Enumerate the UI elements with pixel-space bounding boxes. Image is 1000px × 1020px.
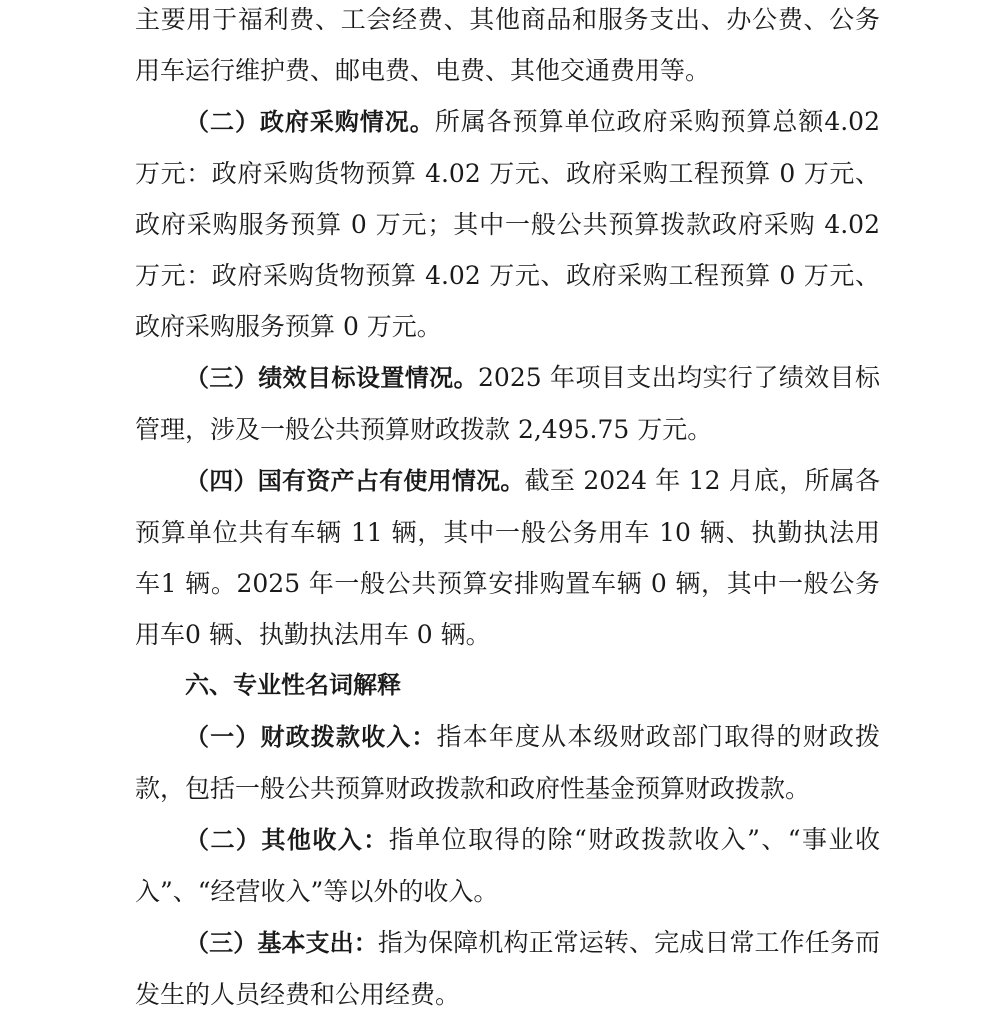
paragraph-state-assets — [135, 455, 880, 660]
definition-text: 指本年度从本级财政部门取得的财政拨款，包括一般公共预算财政拨款和政府性基金预算财政拨款。 — [135, 722, 881, 803]
document-page — [135, 0, 881, 1009]
paragraph-lead: （二）政府采购情况。 — [185, 108, 435, 136]
paragraph-performance-goals — [135, 352, 880, 455]
definition-other-income — [135, 814, 880, 917]
paragraph-text: 2025 年项目支出均实行了绩效目标管理，涉及一般公共预算财政拨款 2,495.75 万元。 — [135, 363, 881, 444]
paragraph-expense-usage — [135, 0, 880, 96]
paragraph-lead: （三）绩效目标设置情况。 — [185, 364, 479, 392]
paragraph-government-procurement — [135, 96, 880, 352]
definition-term: （三）基本支出： — [185, 929, 378, 957]
paragraph-text: 截至 2024 年 12 月底，所属各预算单位共有车辆 11 辆，其中一般公务用车 10 辆、执勤执法用车1 辆。2025 年一般公共预算安排购置车辆 0 辆，其中一般公务用车0 辆、执勤执法用车 0 辆。 — [135, 466, 881, 649]
definition-term: （一）财政拨款收入： — [185, 723, 437, 751]
definition-text: 指为保障机构正常运转、完成日常工作任务而发生的人员经费和公用经费。 — [135, 928, 880, 1009]
definition-basic-expenditure — [135, 917, 880, 1020]
paragraph-text: 主要用于福利费、工会经费、其他商品和服务支出、办公费、公务用车运行维护费、邮电费、电费、其他交通费用等。 — [135, 5, 880, 85]
definition-term: （二）其他收入： — [185, 826, 389, 854]
paragraph-text: 所属各预算单位政府采购预算总额4.02万元：政府采购货物预算 4.02 万元、政府采购工程预算 0 万元、政府采购服务预算 0 万元；其中一般公共预算拨款政府采购 4.02万元：政府采购货物预算 4.02 万元、政府采购工程预算 0 万元、政府采购服务预算 0 万元。 — [135, 107, 880, 341]
section-heading: 六、专业性名词解释 — [185, 671, 401, 699]
paragraph-lead: （四）国有资产占有使用情况。 — [185, 467, 525, 495]
definition-text: 指单位取得的除“财政拨款收入”、“事业收入”、“经营收入”等以外的收入。 — [135, 825, 880, 906]
definition-fiscal-appropriation-income — [135, 711, 880, 814]
